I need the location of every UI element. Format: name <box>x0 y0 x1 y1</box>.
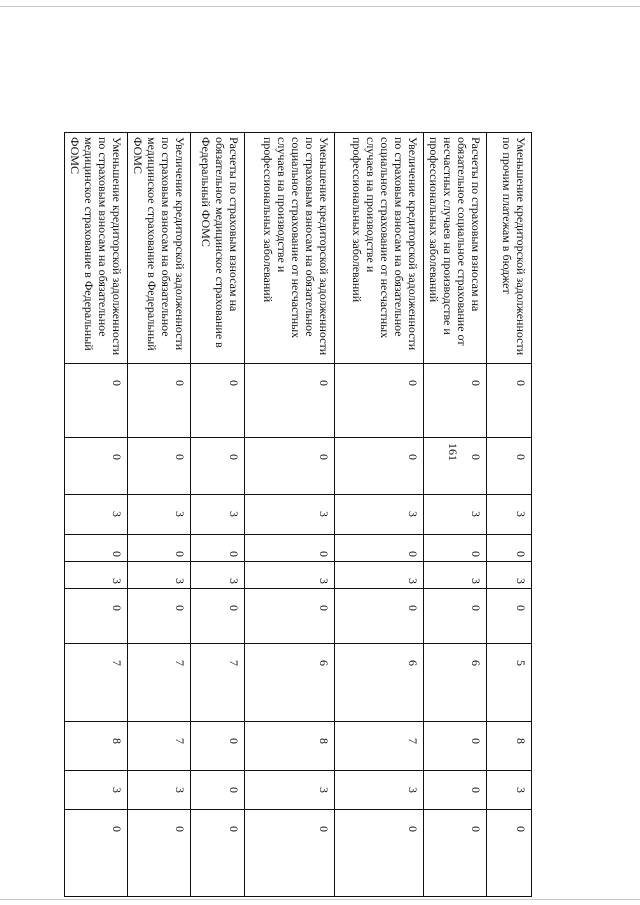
code-cell: 3 <box>65 562 128 589</box>
code-cell: 8 <box>65 722 128 771</box>
code-cell: 0 <box>335 589 424 644</box>
code-cell: 6 <box>245 644 335 722</box>
code-cell: 0 <box>65 810 128 897</box>
code-cell: 0 <box>424 722 487 771</box>
code-cell: 0 <box>191 589 245 644</box>
row-label: Увеличение кредиторской задолженности по страховым взносам на обязательное социальное страхование от несчастных случаев на производстве и профессиональных заболеваний <box>335 133 424 364</box>
code-cell: 3 <box>335 562 424 589</box>
code-cell: 0 <box>191 438 245 495</box>
code-cell: 0 <box>65 438 128 495</box>
code-cell: 0 <box>335 535 424 562</box>
code-cell: 0 <box>424 771 487 810</box>
table-row <box>128 133 191 897</box>
code-cell: 7 <box>335 722 424 771</box>
code-cell: 0 <box>245 535 335 562</box>
code-cell: 0 <box>487 364 532 438</box>
code-cell: 3 <box>128 495 191 535</box>
code-cell: 6 <box>424 644 487 722</box>
code-cell: 0 <box>424 364 487 438</box>
code-cell: 3 <box>487 562 532 589</box>
code-cell: 0 <box>245 589 335 644</box>
code-cell: 0 <box>245 364 335 438</box>
code-cell: 0 <box>65 535 128 562</box>
row-label: Расчеты по страховым взносам на обязательное социальное страхование от несчастных случаев на производстве и профессиональных заболеваний <box>424 133 487 364</box>
table-row <box>65 133 128 897</box>
row-label: Уменьшение кредиторской задолженности по прочим платежам в бюджет <box>487 133 532 364</box>
table-row <box>245 133 335 897</box>
code-cell: 0 <box>65 589 128 644</box>
row-label: Расчеты по страховым взносам на обязательное медицинское страхование в Федеральный ФОМС <box>191 133 245 364</box>
code-cell: 7 <box>128 722 191 771</box>
code-cell: 0 <box>424 810 487 897</box>
code-cell: 0 <box>191 771 245 810</box>
code-cell: 7 <box>128 644 191 722</box>
code-cell: 0 <box>335 438 424 495</box>
page-number: 161 <box>446 443 460 461</box>
code-cell: 3 <box>191 562 245 589</box>
table-row <box>335 133 424 897</box>
code-cell: 3 <box>245 495 335 535</box>
code-cell: 0 <box>191 364 245 438</box>
code-cell: 0 <box>128 364 191 438</box>
scan-edge-top <box>0 6 640 7</box>
code-cell: 0 <box>65 364 128 438</box>
code-cell: 3 <box>65 771 128 810</box>
code-cell: 0 <box>128 589 191 644</box>
code-cell: 0 <box>191 810 245 897</box>
accounts-table <box>64 132 532 897</box>
rotated-table-container <box>68 132 532 896</box>
code-cell: 3 <box>245 562 335 589</box>
code-cell: 3 <box>335 495 424 535</box>
code-cell: 0 <box>128 438 191 495</box>
code-cell: 6 <box>335 644 424 722</box>
code-cell: 3 <box>487 495 532 535</box>
row-label: Увеличение кредиторской задолженности по страховым взносам на обязательное медицинское страхование в Федеральный ФОМС <box>128 133 191 364</box>
table-row <box>424 133 487 897</box>
code-cell: 0 <box>424 438 487 495</box>
code-cell: 7 <box>65 644 128 722</box>
code-cell: 0 <box>245 438 335 495</box>
table-row <box>191 133 245 897</box>
code-cell: 3 <box>424 562 487 589</box>
code-cell: 0 <box>128 535 191 562</box>
code-cell: 3 <box>191 495 245 535</box>
code-cell: 5 <box>487 644 532 722</box>
code-cell: 7 <box>191 644 245 722</box>
code-cell: 0 <box>424 589 487 644</box>
code-cell: 3 <box>128 771 191 810</box>
code-cell: 3 <box>128 562 191 589</box>
code-cell: 0 <box>245 810 335 897</box>
row-label: Уменьшение кредиторской задолженности по страховым взносам на обязательное медицинское страхование в Федеральный ФОМС <box>65 133 128 364</box>
code-cell: 8 <box>487 722 532 771</box>
code-cell: 8 <box>245 722 335 771</box>
code-cell: 3 <box>245 771 335 810</box>
table-row <box>487 133 532 897</box>
code-cell: 0 <box>487 438 532 495</box>
code-cell: 0 <box>487 589 532 644</box>
code-cell: 0 <box>128 810 191 897</box>
code-cell: 0 <box>335 364 424 438</box>
code-cell: 3 <box>424 495 487 535</box>
code-cell: 0 <box>487 535 532 562</box>
code-cell: 3 <box>335 771 424 810</box>
code-cell: 0 <box>191 535 245 562</box>
code-cell: 0 <box>191 722 245 771</box>
scan-edge-bottom <box>0 899 640 900</box>
row-label: Уменьшение кредиторской задолженности по страховым взносам на обязательное социальное страхование от несчастных случаев на производстве и профессиональных заболеваний <box>245 133 335 364</box>
code-cell: 3 <box>65 495 128 535</box>
code-cell: 3 <box>487 771 532 810</box>
code-cell: 0 <box>424 535 487 562</box>
code-cell: 0 <box>487 810 532 897</box>
code-cell: 0 <box>335 810 424 897</box>
